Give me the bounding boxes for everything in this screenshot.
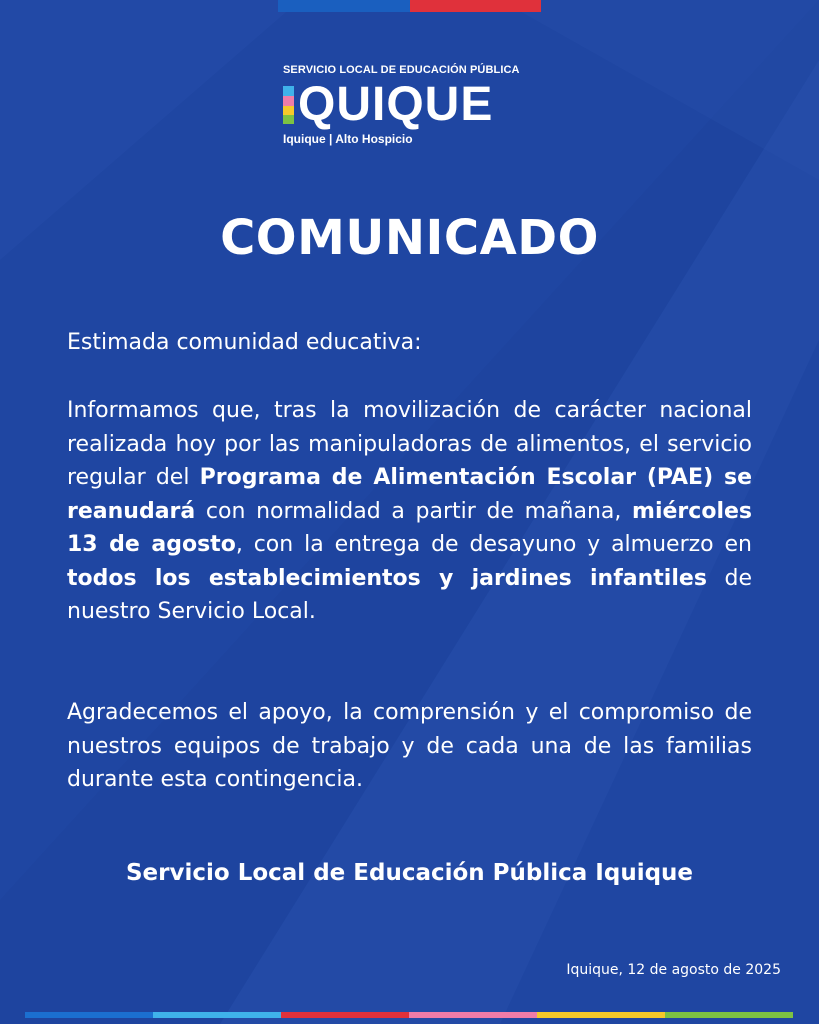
- flag-red-segment: [410, 0, 542, 12]
- date-line: Iquique, 12 de agosto de 2025: [566, 962, 781, 978]
- stripe-segment: [25, 1012, 153, 1018]
- main-paragraph: [67, 394, 752, 629]
- institution-logo: [283, 64, 543, 146]
- stripe-segment: [153, 1012, 281, 1018]
- signature: Servicio Local de Educación Pública Iquique: [125, 860, 694, 886]
- highlighted-text: Programa de Alimentación Escolar (PAE) se reanudará: [67, 465, 753, 524]
- thanks-paragraph: Agradecemos el apoyo, la comprensión y el compromiso de nuestros equipos de trabajo y de cada una de las familias durante esta contingencia.: [67, 700, 752, 792]
- paragraph-text: , con la entrega de desayuno y almuerzo en: [235, 532, 752, 557]
- paragraph-text: de nuestro Servicio Local.: [67, 565, 752, 624]
- top-flag-stripe: [278, 0, 541, 12]
- paragraph-text: con normalidad a partir de mañana,: [195, 498, 633, 524]
- highlighted-text: todos los establecimientos y jardines infantiles: [67, 565, 707, 591]
- logo-i-icon: [283, 86, 294, 124]
- bottom-color-stripe: [25, 1012, 793, 1018]
- logo-i-bar: [283, 96, 294, 106]
- stripe-segment: [281, 1012, 409, 1018]
- logo-wordmark-text: QUIQUE: [298, 78, 494, 131]
- page-title: COMUNICADO: [220, 210, 599, 266]
- logo-wordmark: [283, 78, 543, 131]
- logo-top-line: SERVICIO LOCAL DE EDUCACIÓN PÚBLICA: [283, 64, 520, 76]
- stripe-segment: [665, 1012, 793, 1018]
- stripe-segment: [537, 1012, 665, 1018]
- logo-i-bar: [283, 106, 294, 115]
- highlighted-text: miércoles 13 de agosto: [67, 498, 752, 557]
- logo-i-bar: [283, 86, 294, 96]
- stripe-segment: [409, 1012, 537, 1018]
- paragraph-text: Informamos que, tras la movilización de carácter nacional realizada hoy por las manipuladoras de alimentos, el servicio regular del: [67, 398, 752, 490]
- logo-subtitle: Iquique | Alto Hospicio: [283, 132, 413, 146]
- flag-blue-segment: [278, 0, 410, 12]
- logo-i-bar: [283, 115, 294, 124]
- greeting: Estimada comunidad educativa:: [67, 330, 422, 355]
